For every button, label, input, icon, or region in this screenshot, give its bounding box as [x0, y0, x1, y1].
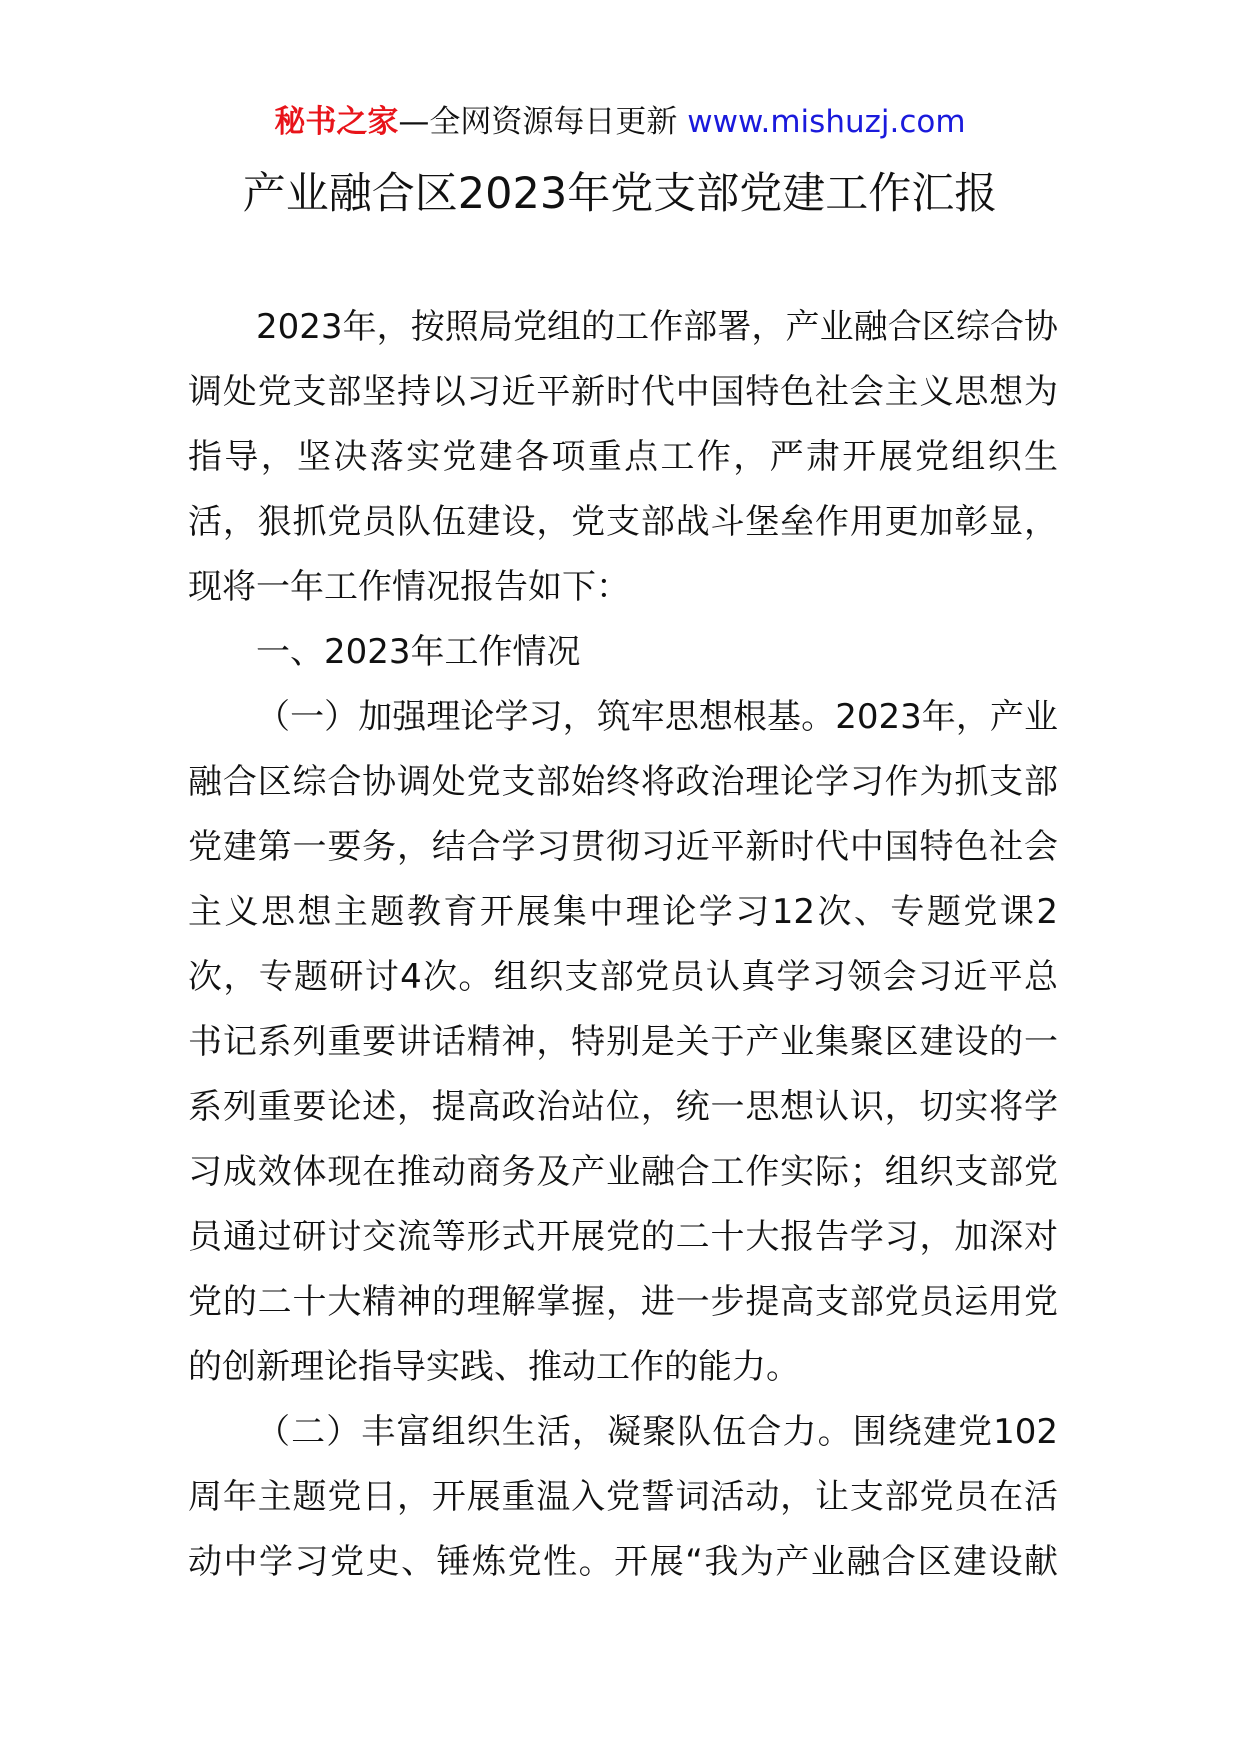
- document-body: [188, 295, 1058, 1595]
- body-line-2: 调处党支部坚持以习近平新时代中国特色社会主义思想为: [188, 372, 1058, 412]
- body-line-19: 周年主题党日，开展重温入党誓词活动，让支部党员在活: [188, 1477, 1058, 1517]
- body-line-11: 次，专题研讨4次。组织支部党员认真学习领会习近平总: [188, 957, 1058, 997]
- site-url-link[interactable]: www.mishuzj.com: [687, 104, 966, 140]
- body-line-10: 主义思想主题教育开展集中理论学习12次、专题党课2: [188, 892, 1058, 932]
- site-header: [0, 102, 1240, 142]
- document-title: 产业融合区2023年党支部党建工作汇报: [242, 169, 998, 219]
- body-line-17: 的创新理论指导实践、推动工作的能力。: [188, 1347, 800, 1387]
- body-line-13: 系列重要论述，提高政治站位，统一思想认识，切实将学: [188, 1087, 1058, 1127]
- body-line-7: （一）加强理论学习，筑牢思想根基。2023年，产业: [256, 697, 1058, 737]
- body-line-4: 活，狠抓党员队伍建设，党支部战斗堡垒作用更加彰显，: [188, 502, 1058, 542]
- body-line-8: 融合区综合协调处党支部始终将政治理论学习作为抓支部: [188, 762, 1058, 802]
- body-line-12: 书记系列重要讲话精神，特别是关于产业集聚区建设的一: [188, 1022, 1058, 1062]
- body-line-14: 习成效体现在推动商务及产业融合工作实际；组织支部党: [188, 1152, 1058, 1192]
- body-line-20: 动中学习党史、锤炼党性。开展“我为产业融合区建设献: [188, 1542, 1058, 1582]
- body-line-18: （二）丰富组织生活，凝聚队伍合力。围绕建党102: [256, 1412, 1058, 1452]
- body-line-3: 指导，坚决落实党建各项重点工作，严肃开展党组织生: [188, 437, 1058, 477]
- brand-name: 秘书之家: [274, 104, 399, 140]
- body-line-1: 2023年，按照局党组的工作部署，产业融合区综合协: [256, 307, 1058, 347]
- body-line-5: 现将一年工作情况报告如下：: [188, 567, 630, 607]
- body-line-16: 党的二十大精神的理解掌握，进一步提高支部党员运用党: [188, 1282, 1058, 1322]
- body-line-9: 党建第一要务，结合学习贯彻习近平新时代中国特色社会: [188, 827, 1058, 867]
- header-slogan: —全网资源每日更新: [398, 104, 688, 140]
- section-heading: 一、2023年工作情况: [256, 632, 581, 672]
- body-line-15: 员通过研讨交流等形式开展党的二十大报告学习，加深对: [188, 1217, 1058, 1257]
